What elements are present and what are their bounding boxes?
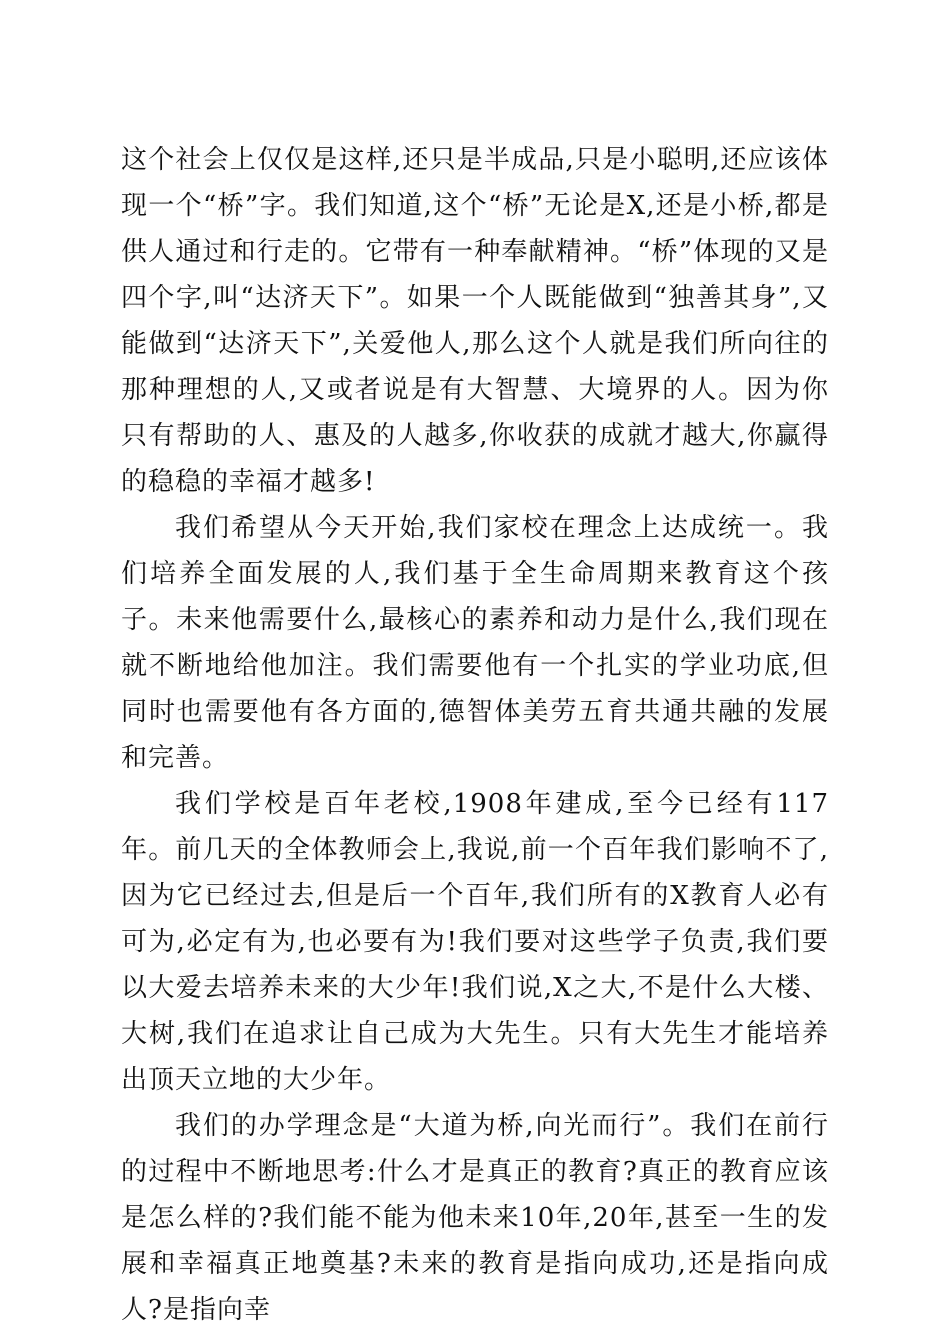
paragraph-family-school: 我们希望从今天开始,我们家校在理念上达成统一。我们培养全面发展的人,我们基于全生命周期来教育这个孩子。未来他需要什么,最核心的素养和动力是什么,我们现在就不断地给他加注。我们需要他有一个扎实的学业功底,但同时也需要他有各方面的,德智体美劳五育共通共融的发展和完善。 [121, 513, 829, 773]
paragraph-continuation: 这个社会上仅仅是这样,还只是半成品,只是小聪明,还应该体现一个“桥”字。我们知道,这个“桥”无论是X,还是小桥,都是供人通过和行走的。它带有一种奉献精神。“桥”体现的又是四个字,叫“达济天下”。如果一个人既能做到“独善其身”,又能做到“达济天下”,关爱他人,那么这个人就是我们所向往的那种理想的人,又或者说是有大智慧、大境界的人。因为你只有帮助的人、惠及的人越多,你收获的成就才越大,你赢得的稳稳的幸福才越多! [121, 145, 829, 497]
paragraph-school-philosophy: 我们的办学理念是“大道为桥,向光而行”。我们在前行的过程中不断地思考:什么才是真正的教育?真正的教育应该是怎么样的?我们能不能为他未来10年,20年,甚至一生的发展和幸福真正地奠基?未来的教育是指向成功,还是指向成人?是指向幸 [121, 1111, 829, 1325]
paragraph-school-history: 我们学校是百年老校,1908年建成,至今已经有117年。前几天的全体教师会上,我说,前一个百年我们影响不了,因为它已经过去,但是后一个百年,我们所有的X教育人必有可为,必定有为,也必要有为!我们要对这些学子负责,我们要以大爱去培养未来的大少年!我们说,X之大,不是什么大楼、大树,我们在追求让自己成为大先生。只有大先生才能培养出顶天立地的大少年。 [121, 789, 829, 1095]
document-body [121, 137, 829, 1333]
